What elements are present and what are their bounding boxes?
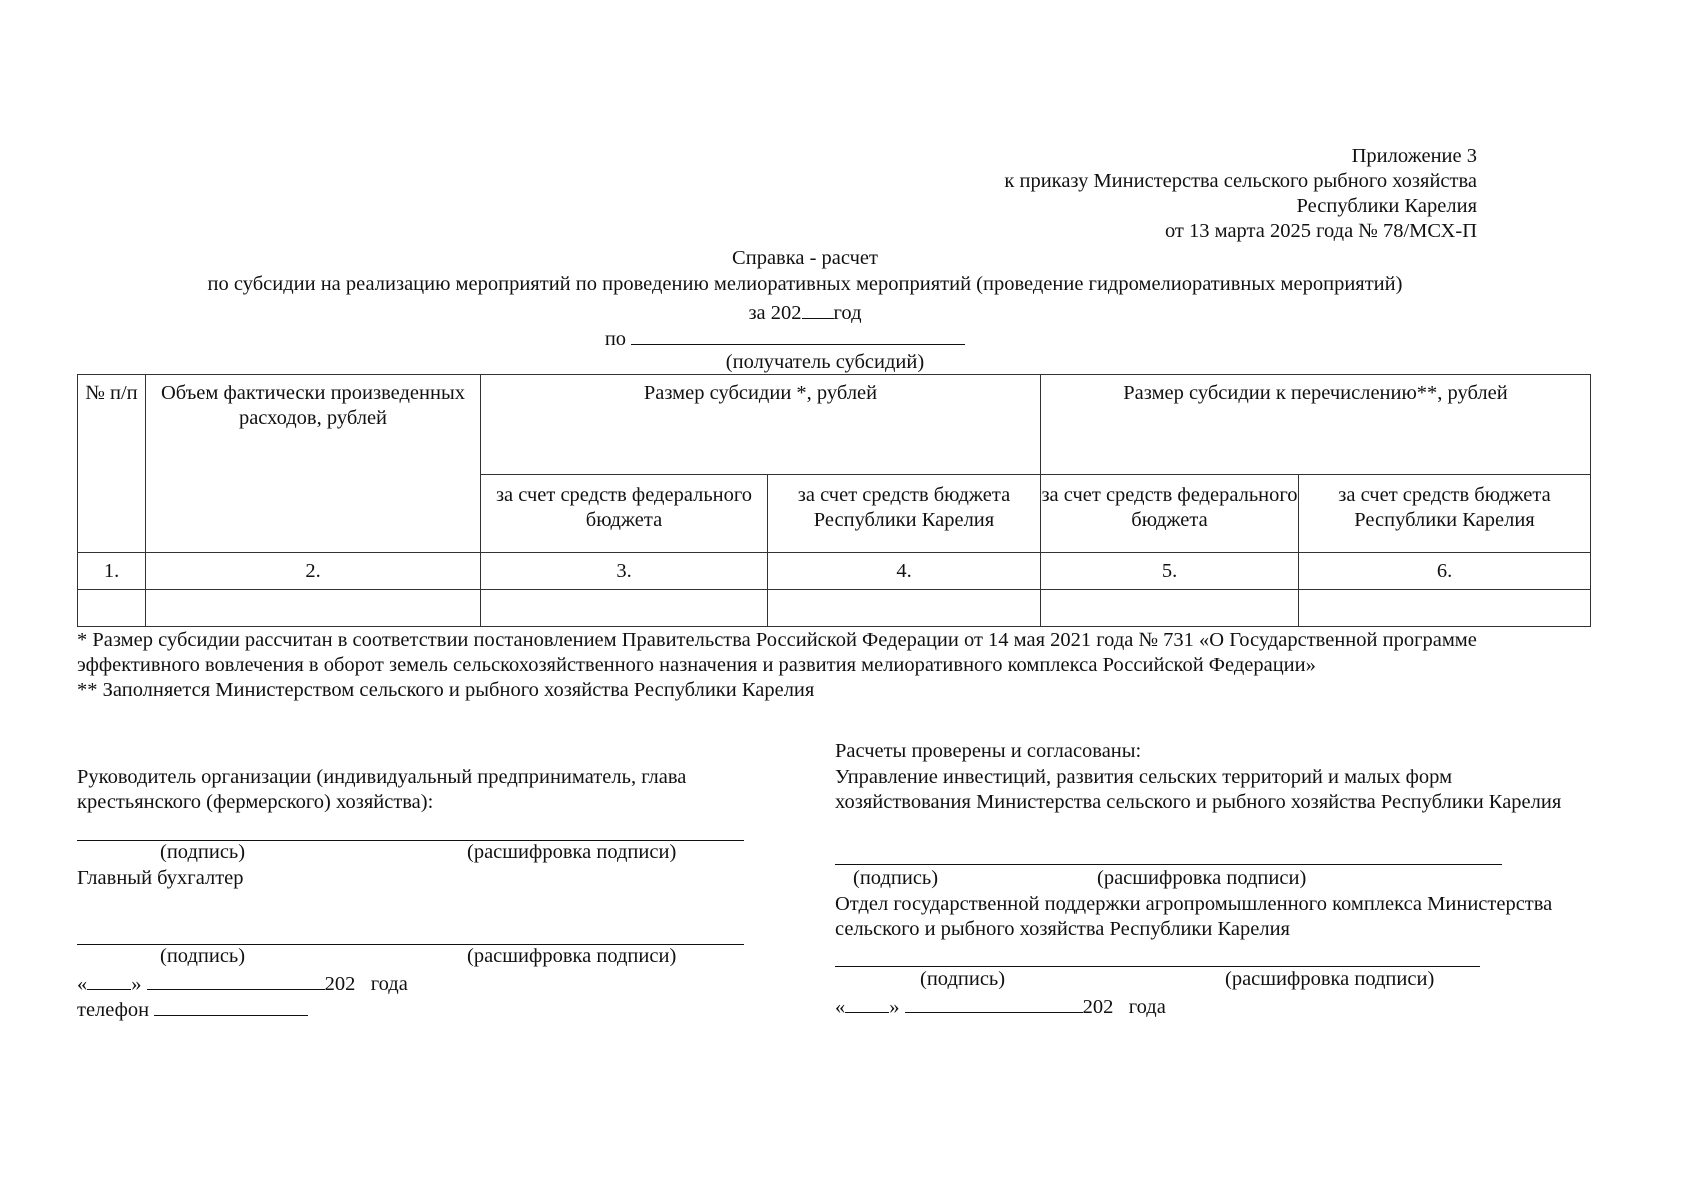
footnote-1: * Размер субсидии рассчитан в соответствии постановлением Правительства Российской Федерации от 14 мая 2021 года № 731 «О Государственной программе эффективного вовлечения в оборот земель сельскохозяйственного назначения и развития мелиоративного комплекса Российской Федерации» — [77, 629, 1477, 676]
year-blank[interactable] — [802, 298, 834, 319]
date-line — [77, 969, 408, 997]
header-subsidy: Размер субсидии *, рублей — [481, 375, 1041, 475]
header-expenses: Объем фактически произведенных расходов, рублей — [146, 375, 481, 553]
table-cell[interactable] — [1041, 590, 1299, 627]
year-line — [80, 298, 1530, 326]
footnote-2: ** Заполняется Министерством сельского и рыбного хозяйства Республики Карелия — [77, 679, 815, 701]
date-year: 202 года — [1082, 996, 1166, 1018]
checked-label: Расчеты проверены и согласованы: — [835, 740, 1142, 762]
department-1: Управление инвестиций, развития сельских территорий и малых форм хозяйствования Министерства сельского и рыбного хозяйства Республики Карелия — [835, 766, 1562, 813]
column-number: 2. — [146, 553, 481, 590]
signature-caption: (подпись) — [160, 945, 246, 967]
table-cell[interactable] — [768, 590, 1041, 627]
appendix-header — [717, 144, 1477, 244]
year-suffix: год — [833, 302, 862, 324]
quote-close: » — [131, 973, 142, 995]
date-line — [835, 992, 1166, 1020]
table-cell[interactable] — [481, 590, 768, 627]
accountant-label: Главный бухгалтер — [77, 867, 244, 889]
subsidy-table — [77, 374, 1591, 627]
phone-label: телефон — [77, 999, 150, 1021]
department-2: Отдел государственной поддержки агропромышленного комплекса Министерства сельского и рыбного хозяйства Республики Карелия — [835, 893, 1553, 940]
signature-caption: (подпись) — [920, 968, 1006, 990]
month-blank[interactable] — [905, 992, 1083, 1013]
appendix-number: Приложение 3 — [1351, 145, 1477, 167]
table-number-row — [78, 553, 1591, 590]
appendix-order: к приказу Министерства сельского рыбного хозяйства — [1004, 170, 1477, 192]
column-number: 5. — [1041, 553, 1299, 590]
column-number: 1. — [78, 553, 146, 590]
phone-line — [77, 995, 308, 1023]
year-prefix: за 202 — [748, 302, 802, 324]
decode-caption: (расшифровка подписи) — [467, 945, 677, 967]
table-cell[interactable] — [146, 590, 481, 627]
quote-open: « — [77, 973, 88, 995]
quote-close: » — [889, 996, 900, 1018]
date-year: 202 года — [324, 973, 408, 995]
table-row — [78, 590, 1591, 627]
document-title: Справка - расчет — [732, 247, 878, 269]
column-number: 6. — [1299, 553, 1591, 590]
recipient-blank[interactable] — [631, 324, 965, 345]
document-subtitle: по субсидии на реализацию мероприятий по проведению мелиоративных мероприятий (проведение гидромелиоративных мероприятий) — [207, 273, 1403, 295]
quote-open: « — [835, 996, 846, 1018]
recipient-caption: (получатель субсидий) — [725, 351, 925, 373]
signature-caption: (подпись) — [160, 841, 246, 863]
decode-caption: (расшифровка подписи) — [1097, 867, 1307, 889]
column-number: 4. — [768, 553, 1041, 590]
appendix-date: от 13 марта 2025 года № 78/МСХ-П — [1164, 220, 1477, 242]
dept1-signature-line[interactable] — [835, 864, 1502, 865]
decode-caption: (расшифровка подписи) — [1225, 968, 1435, 990]
subheader-regional: за счет средств бюджета Республики Карелия — [768, 475, 1041, 553]
signature-caption: (подпись) — [853, 867, 939, 889]
table-cell[interactable] — [1299, 590, 1591, 627]
footnotes — [77, 628, 1597, 703]
column-number: 3. — [481, 553, 768, 590]
day-blank[interactable] — [845, 992, 889, 1013]
head-label: Руководитель организации (индивидуальный предприниматель, глава крестьянского (фермерского) хозяйства): — [77, 766, 687, 813]
recipient-line — [60, 324, 1510, 352]
table-header-row — [78, 375, 1591, 475]
subheader-regional: за счет средств бюджета Республики Карелия — [1299, 475, 1591, 553]
decode-caption: (расшифровка подписи) — [467, 841, 677, 863]
day-blank[interactable] — [87, 969, 131, 990]
month-blank[interactable] — [147, 969, 325, 990]
appendix-region: Республики Карелия — [1296, 195, 1477, 217]
table-cell[interactable] — [78, 590, 146, 627]
subheader-federal: за счет средств федерального бюджета — [1041, 475, 1299, 553]
header-number: № п/п — [78, 375, 146, 553]
header-transfer: Размер субсидии к перечислению**, рублей — [1041, 375, 1591, 475]
po-label: по — [604, 328, 627, 350]
phone-blank[interactable] — [154, 995, 308, 1016]
subheader-federal: за счет средств федерального бюджета — [481, 475, 768, 553]
